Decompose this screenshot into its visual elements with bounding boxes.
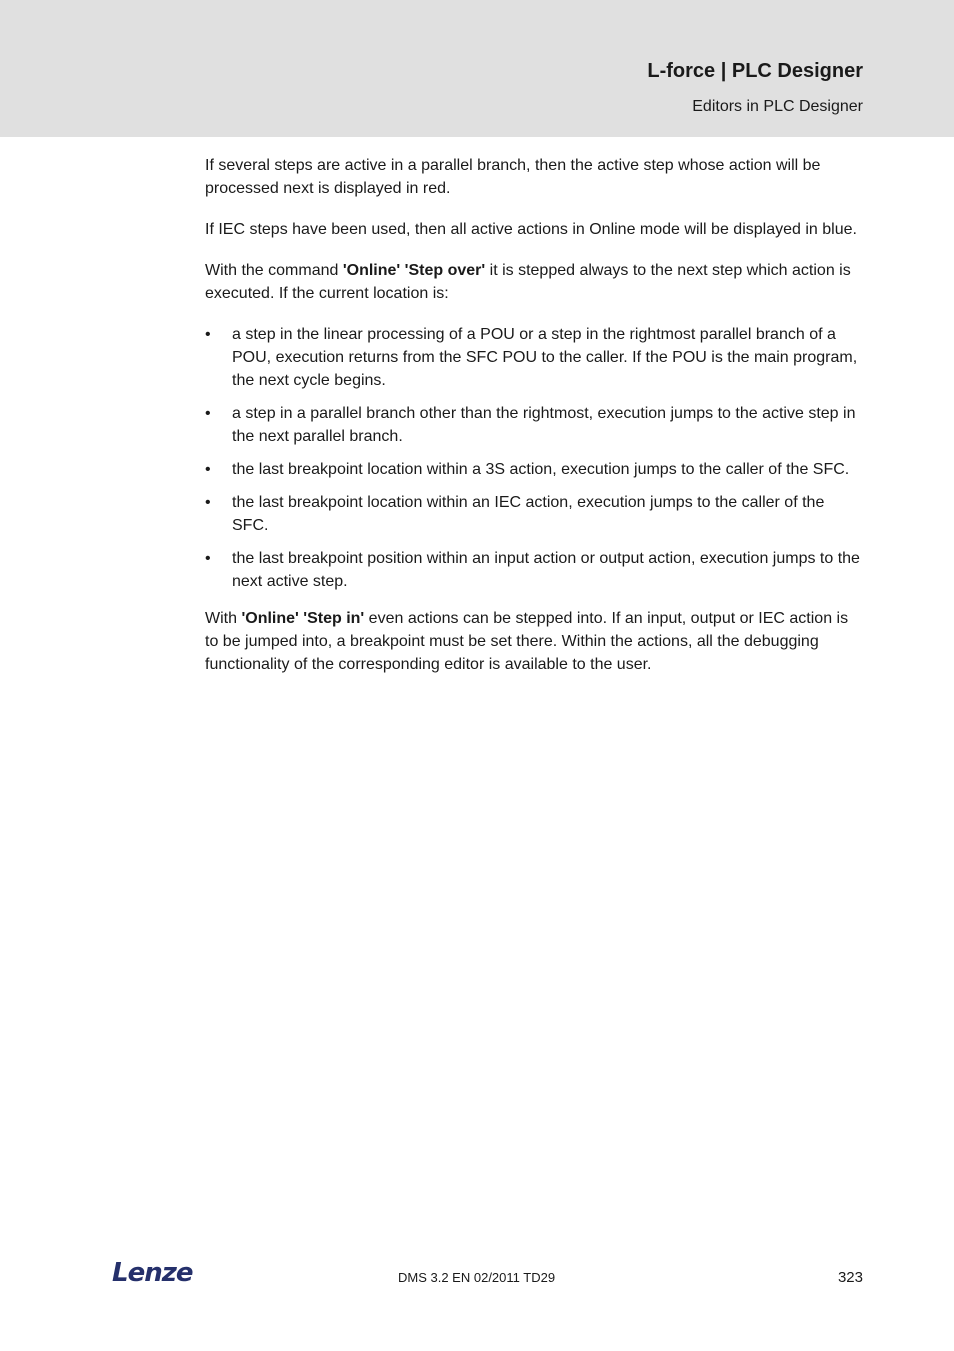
step-over-command: 'Online' 'Step over' (342, 262, 486, 279)
step-over-text-before: With the command (205, 262, 343, 279)
bullet-icon: • (205, 494, 211, 511)
list-item-text: a step in a parallel branch other than the rightmost, execution jumps to the active step in the next parallel branch. (232, 405, 856, 445)
list-item-text: a step in the linear processing of a POU or a step in the rightmost parallel branch of a POU, execution returns from the SFC POU to the caller. If the POU is the main program, the next cycle begins. (232, 326, 858, 389)
list-item (205, 323, 865, 392)
document-reference: DMS 3.2 EN 02/2011 TD29 (398, 1270, 556, 1285)
step-in-text-before: With (205, 610, 242, 627)
step-over-text-after: it is stepped always to the next step which action is executed. If the current location is: (205, 262, 851, 302)
main-content (205, 154, 865, 694)
list-item-text: the last breakpoint location within a 3S action, execution jumps to the caller of the SFC. (232, 461, 850, 478)
bullet-icon: • (205, 326, 211, 343)
paragraph-step-in (205, 607, 865, 676)
paragraph-step-over (205, 259, 865, 305)
list-item (205, 458, 865, 481)
bullet-icon: • (205, 550, 211, 567)
header-title: L-force | PLC Designer (647, 60, 863, 82)
bullet-icon: • (205, 461, 211, 478)
list-item (205, 402, 865, 448)
location-list (205, 323, 865, 593)
list-item-text: the last breakpoint location within an IEC action, execution jumps to the caller of the SFC. (232, 494, 825, 534)
page-number: 323 (837, 1269, 863, 1286)
list-item-text: the last breakpoint position within an input action or output action, execution jumps to the next active step. (232, 550, 860, 590)
bullet-icon: • (205, 405, 211, 422)
step-in-text-after: even actions can be stepped into. If an input, output or IEC action is to be jumped into, a breakpoint must be set there. Within the actions, all the debugging functionality of the corresponding editor is available to the user. (205, 610, 849, 673)
paragraph-active-step: If several steps are active in a parallel branch, then the active step whose action will be processed next is displayed in red. (205, 157, 821, 197)
list-item (205, 547, 865, 593)
paragraph-iec-steps: If IEC steps have been used, then all active actions in Online mode will be displayed in blue. (205, 221, 857, 238)
header-subtitle: Editors in PLC Designer (692, 98, 863, 115)
list-item (205, 491, 865, 537)
step-in-command: 'Online' 'Step in' (241, 610, 365, 627)
lenze-logo: Lenze (112, 1258, 193, 1288)
